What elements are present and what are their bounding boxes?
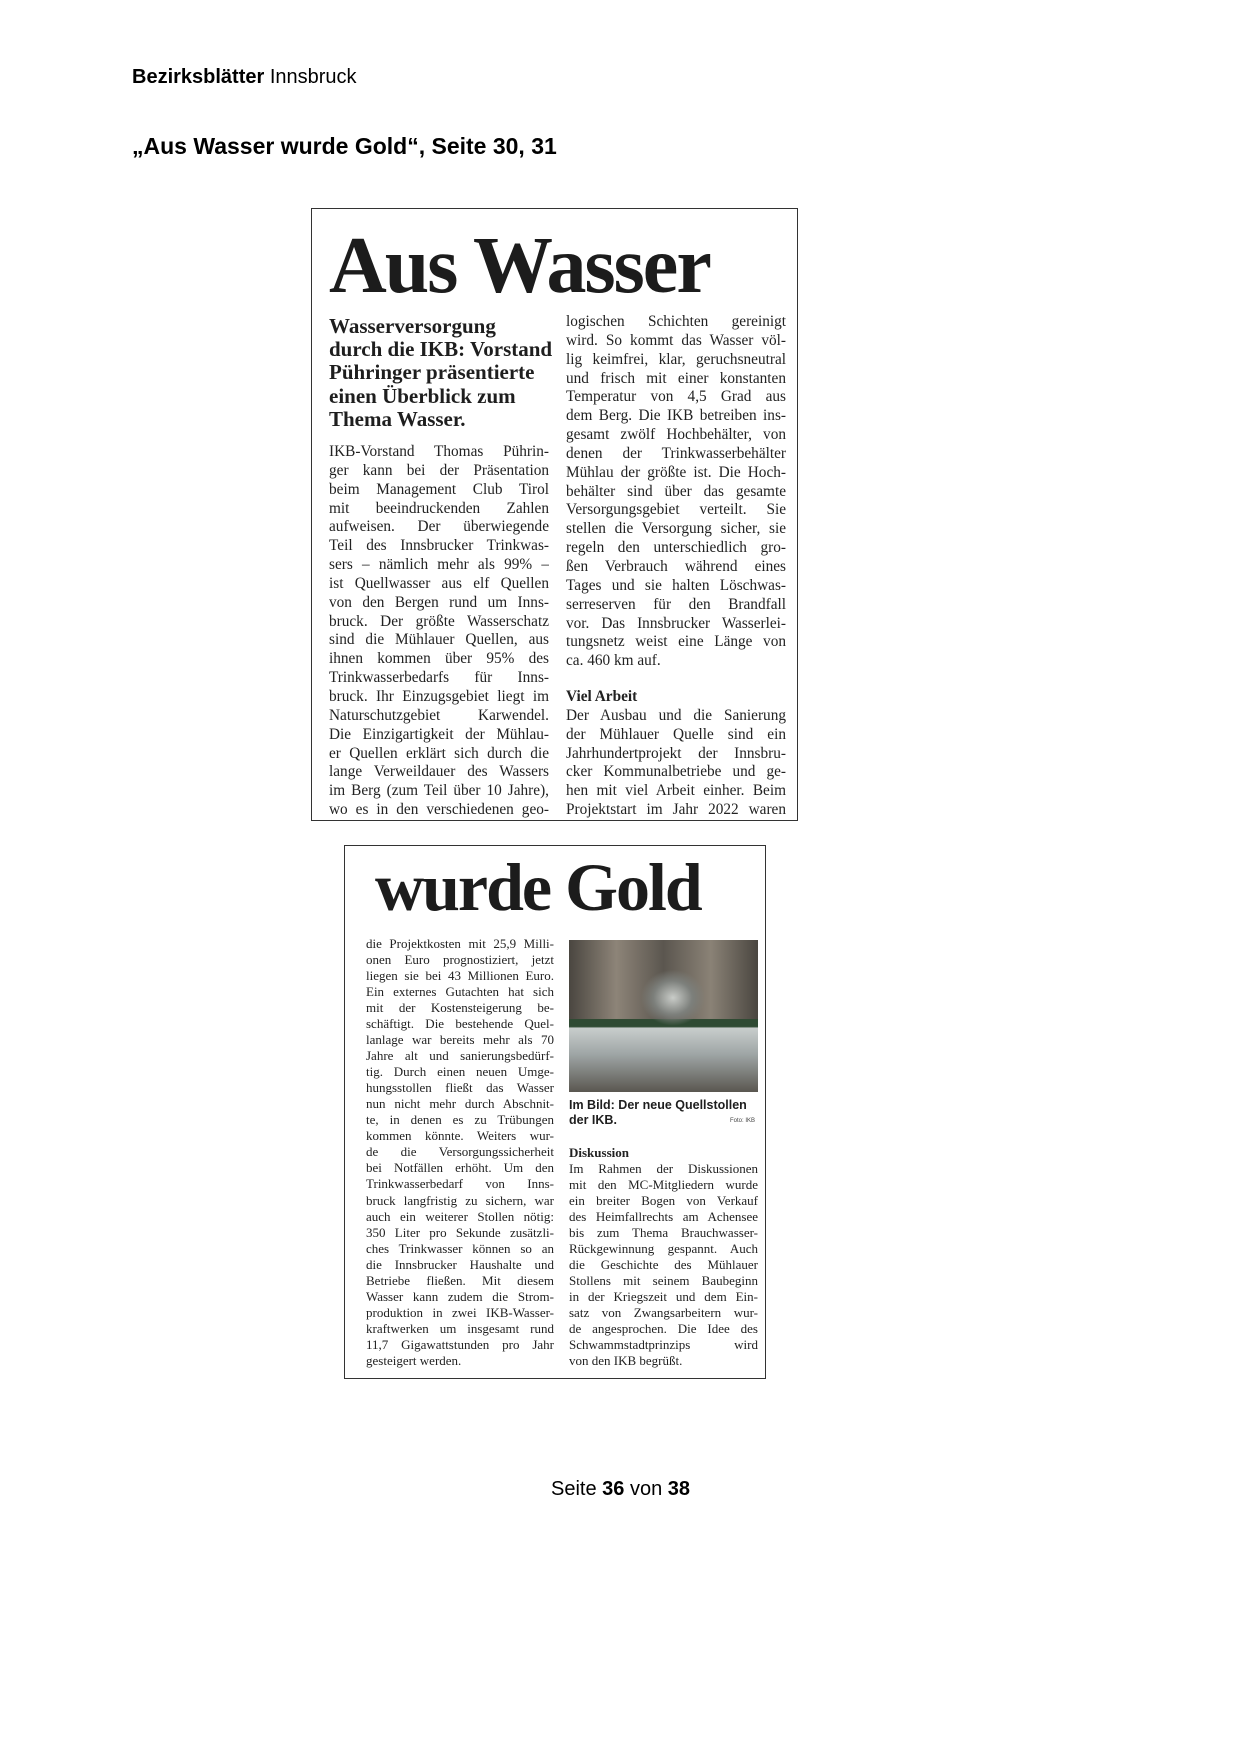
text-line: Trinkwasserbedarf von Inns- — [366, 1176, 554, 1192]
section-heading: Viel Arbeit — [566, 688, 638, 706]
text-line: gesamt zwölf Hochbehälter, von — [566, 426, 786, 444]
text-line: serreserven für den Brandfall — [566, 595, 786, 613]
text-line: Rückgewinnung gespannt. Auch — [569, 1241, 758, 1257]
text-line: te, in denen es zu Trübungen — [366, 1112, 554, 1128]
text-line: Der Ausbau und die Sanierung — [566, 706, 786, 724]
photo-credit: Foto: IKB — [730, 1118, 756, 1124]
text-line: von den IKB begrüßt. — [569, 1353, 683, 1369]
text-line: von den Bergen rund um Inns- — [329, 593, 549, 611]
text-line: Jahre alt und sanierungsbedürf- — [366, 1048, 554, 1064]
text-line: Betriebe fließen. Mit diesem — [366, 1272, 554, 1288]
text-line: wo es in den verschiedenen geo- — [329, 801, 549, 819]
text-line: die Projektkosten mit 25,9 Milli- — [366, 936, 554, 951]
text-line: Die Einzigartigkeit der Mühlau- — [329, 725, 549, 743]
text-line: Schwammstadtprinzips wird — [569, 1337, 758, 1353]
text-line: Thema Wasser. — [329, 407, 466, 431]
text-line: de angesprochen. Die Idee des — [569, 1321, 758, 1337]
paragraph — [566, 707, 786, 820]
text-line: sers – nämlich mehr als 99% – — [329, 556, 549, 574]
text-line: Stollens mit seinem Baubeginn — [569, 1273, 758, 1289]
text-line: ches Trinkwasser können so an — [366, 1240, 554, 1256]
text-line: Teil des Innsbrucker Trinkwas- — [329, 537, 549, 555]
photo-caption-line: der IKB. — [569, 1113, 617, 1127]
text-line: Im Rahmen der Diskussionen — [569, 1161, 758, 1177]
text-line: ist Quellwasser aus elf Quellen — [329, 574, 549, 592]
text-line: lig keimfrei, klar, geruchsneutral — [566, 350, 786, 368]
text-line: regeln den unterschiedlich gro- — [566, 539, 786, 557]
publication-region: Innsbruck — [264, 66, 357, 88]
text-line: bei Notfällen erhöht. Um den — [366, 1160, 554, 1176]
text-line: Pühringer präsentierte — [329, 361, 535, 385]
text-line: behälter sind über das gesamte — [566, 482, 786, 500]
paragraph — [569, 1161, 758, 1369]
right-column — [569, 1145, 758, 1369]
text-line: Temperatur von 4,5 Grad aus — [566, 388, 786, 406]
page-label: Seite — [550, 1478, 603, 1500]
text-line: bis zum Thema Brauchwasser- — [569, 1225, 758, 1241]
left-column — [329, 443, 549, 820]
text-line: ca. 460 km auf. — [566, 652, 661, 670]
text-line: beim Management Club Tirol — [329, 480, 549, 498]
text-line: ger kann bei der Präsentation — [329, 461, 549, 479]
text-line: wird. So kommt das Wasser völ- — [566, 331, 786, 349]
text-line: Naturschutzgebiet Karwendel. — [329, 706, 549, 724]
text-line: schäftigt. Die bestehende Quel- — [366, 1016, 554, 1032]
text-line: die Innsbrucker Haushalte und — [366, 1256, 554, 1272]
text-line: gesteigert werden. — [366, 1352, 462, 1368]
photo-quellstollen — [569, 940, 758, 1092]
text-line: 350 Liter pro Sekunde zusätzli- — [366, 1224, 554, 1240]
text-line: tungsnetz weist eine Länge von — [566, 633, 786, 651]
page-of-label: von — [624, 1478, 668, 1500]
text-line: kraftwerken um insgesamt rund — [366, 1320, 554, 1336]
text-line: bruck. Der größte Wasserschatz — [329, 612, 549, 630]
text-line: in der Kriegszeit und dem Ein- — [569, 1289, 758, 1305]
text-line: mit den MC-Mitgliedern wurde — [569, 1177, 758, 1193]
text-line: lange Verweildauer des Wassers — [329, 763, 549, 781]
text-line: tig. Durch einen neuen Umge- — [366, 1064, 554, 1080]
text-line: Mühlau der größte ist. Die Hoch- — [566, 463, 786, 481]
text-line: Projektstart im Jahr 2022 waren — [566, 801, 786, 819]
text-line: Ein externes Gutachten hat sich — [366, 984, 554, 1000]
article-heading: „Aus Wasser wurde Gold“, Seite 30, 31 — [132, 133, 557, 159]
text-line: Trinkwasserbedarfs für Inns- — [329, 669, 549, 687]
text-line: kommen könnte. Weiters wur- — [366, 1128, 554, 1144]
text-line: Wasser kann zudem die Strom- — [366, 1288, 554, 1304]
text-line: die Geschichte des Mühlauer — [569, 1257, 758, 1273]
publication-header — [132, 66, 357, 89]
text-line: satz von Zwangsarbeitern wur- — [569, 1305, 758, 1321]
text-line: ihnen kommen über 95% des — [329, 650, 549, 668]
text-line: dem Berg. Die IKB betreiben ins- — [566, 407, 786, 425]
text-line: bruck. Ihr Einzugsgebiet liegt im — [329, 687, 549, 705]
text-line: und frisch mit einer konstanten — [566, 369, 786, 387]
clipping-title: wurde Gold — [375, 849, 701, 925]
clipping-title: Aus Wasser — [329, 222, 710, 310]
text-line: vor. Das Innsbrucker Wasserlei- — [566, 614, 786, 632]
text-line: Tages und sie halten Löschwas- — [566, 576, 786, 594]
text-line: liegen sie bei 43 Millionen Euro. — [366, 968, 554, 984]
text-line: der Mühlauer Quelle sind ein — [566, 725, 786, 743]
text-line: de die Versorgungssicherheit — [366, 1144, 554, 1160]
text-line: hungsstollen fließt das Wasser — [366, 1080, 554, 1096]
subheadline — [329, 315, 559, 431]
text-line: durch die IKB: Vorstand — [329, 338, 553, 362]
text-line: logischen Schichten gereinigt — [566, 313, 786, 330]
text-line: produktion in zwei IKB-Wasser- — [366, 1304, 554, 1320]
text-line: Jahrhundertprojekt der Innsbru- — [566, 744, 786, 762]
section-heading: Diskussion — [569, 1145, 629, 1160]
text-line: Wasserversorgung — [329, 315, 496, 338]
text-line: lanlage war bereits mehr als 70 — [366, 1032, 554, 1048]
text-line: aufweisen. Der überwiegende — [329, 518, 549, 536]
text-line: denen der Trinkwasserbehälter — [566, 444, 786, 462]
newspaper-clipping-2 — [344, 845, 766, 1379]
text-line: des Heimfallrechts am Achensee — [569, 1209, 758, 1225]
publication-name: Bezirksblätter — [132, 66, 265, 88]
total-pages: 38 — [667, 1478, 690, 1500]
paragraph — [566, 313, 786, 671]
text-line: 11,7 Gigawattstunden pro Jahr — [366, 1336, 554, 1352]
text-line: IKB-Vorstand Thomas Pührin- — [329, 443, 549, 460]
left-column — [366, 936, 554, 1369]
text-line: bruck langfristig zu sichern, war — [366, 1192, 554, 1208]
page-number — [0, 1478, 1241, 1501]
text-line: auch ein weiterer Stollen nötig: — [366, 1208, 554, 1224]
text-line: er Quellen erklärt sich durch die — [329, 744, 549, 762]
text-line: ein breiter Bogen von Verkauf — [569, 1193, 758, 1209]
text-line: im Berg (zum Teil über 10 Jahre), — [329, 782, 549, 800]
text-line: mit der Kostensteigerung be- — [366, 1000, 554, 1016]
text-line: sind die Mühlauer Quellen, aus — [329, 631, 549, 649]
text-line: einen Überblick zum — [329, 384, 516, 408]
text-line: mit beeindruckenden Zahlen — [329, 499, 549, 517]
text-line: nun nicht mehr durch Abschnit- — [366, 1096, 554, 1112]
text-line: cker Kommunalbetriebe und ge- — [566, 763, 786, 781]
photo-caption-line: Im Bild: Der neue Quellstollen — [569, 1098, 747, 1112]
text-line: Versorgungsgebiet verteilt. Sie — [566, 501, 786, 519]
newspaper-clipping-1 — [311, 208, 798, 821]
text-line: hen mit viel Arbeit einher. Beim — [566, 782, 786, 800]
right-column — [566, 313, 786, 820]
text-line: onen Euro prognostiziert, jetzt — [366, 952, 554, 968]
current-page: 36 — [602, 1478, 625, 1500]
text-line: stellen die Versorgung sicher, sie — [566, 520, 786, 538]
text-line: ßen Verbrauch während eines — [566, 557, 786, 575]
